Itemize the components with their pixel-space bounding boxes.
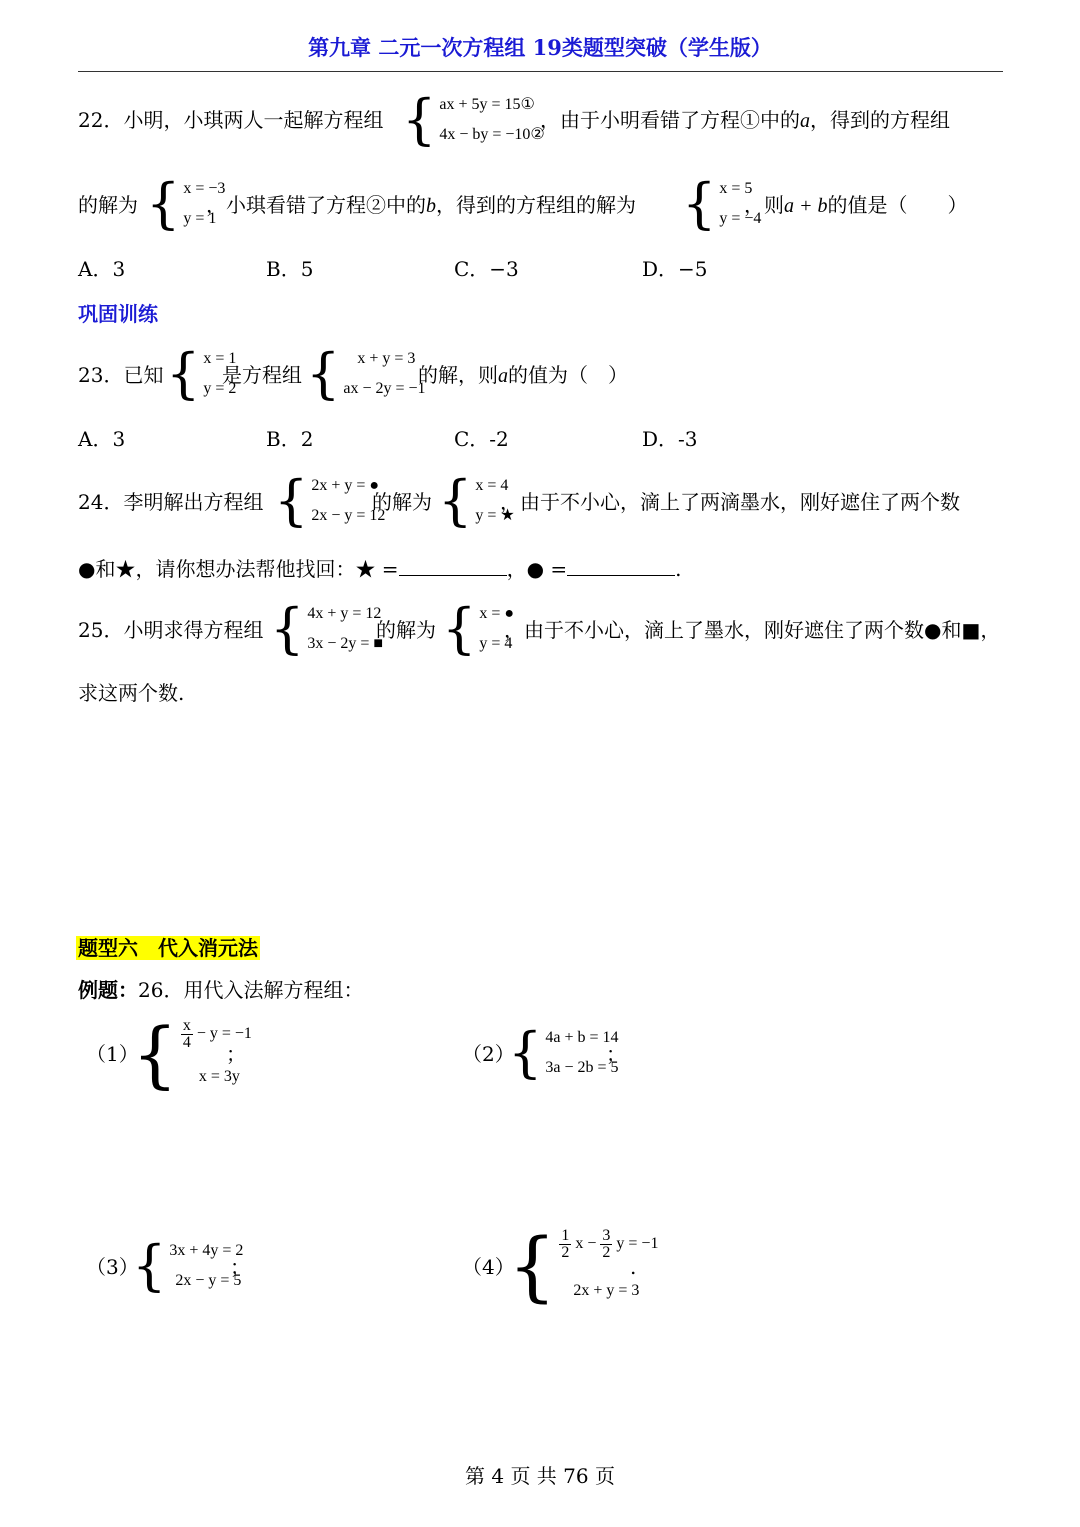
p1-eq1-rest: − y = −1 xyxy=(196,1025,252,1042)
p4-frac2-den: 2 xyxy=(602,1243,611,1261)
answer-blank-star[interactable] xyxy=(399,553,507,576)
q26-label: 例题： xyxy=(78,978,138,1002)
p4-end: . xyxy=(630,1255,637,1279)
p3-eq1: 3x + 4y = 2 xyxy=(169,1242,244,1259)
q25-eq2: 3x − 2y = ■ xyxy=(307,635,384,652)
header-divider xyxy=(78,71,1003,72)
q25-tail: ，由于不小心，滴上了墨水，刚好遮住了两个数●和■， xyxy=(504,618,1001,642)
brace-icon: { xyxy=(402,88,437,151)
q22-expr: a + b xyxy=(784,195,828,217)
q22-option-d: D．−5 xyxy=(642,257,708,281)
answer-blank-dot[interactable] xyxy=(567,553,675,576)
brace-icon: { xyxy=(166,342,201,405)
q23-var-a: a xyxy=(498,365,508,387)
q22-system xyxy=(402,88,545,151)
q22-option-c: C．−3 xyxy=(454,257,519,281)
section6-title: 题型六 代入消元法 xyxy=(78,936,258,960)
q22-line1-tail: ，得到的方程组 xyxy=(810,108,950,132)
brace-icon: { xyxy=(438,469,473,532)
q23-mid: 是方程组 xyxy=(222,363,302,387)
q24-tail: ，由于不小心，滴上了两滴墨水，刚好遮住了两个数 xyxy=(500,490,960,514)
brace-icon: { xyxy=(508,1221,557,1310)
q22-prefix: 22．小明，小琪两人一起解方程组 xyxy=(78,108,384,132)
q23-sol-x: x = 1 xyxy=(203,350,237,367)
q26-p4-label: （4） xyxy=(462,1255,515,1279)
q24-sol-x: x = 4 xyxy=(475,477,509,494)
brace-icon: { xyxy=(274,469,309,532)
brace-icon: { xyxy=(146,172,181,235)
q26-p3-label: （3） xyxy=(86,1255,139,1279)
q22-line2-mid2: ，得到的方程组的解为 xyxy=(436,193,636,217)
q26-p3-system xyxy=(132,1234,244,1297)
q25-system xyxy=(270,597,384,660)
p1-frac-num: x xyxy=(182,1016,191,1034)
brace-icon: { xyxy=(132,1012,178,1096)
q22-var-a: a xyxy=(800,110,810,132)
q22-sol2-y: y = −4 xyxy=(719,210,762,227)
page-footer: 第 4 页 共 76 页 xyxy=(465,1464,615,1488)
p3-eq2: 2x − y = 5 xyxy=(175,1272,242,1289)
p4-rest: y = −1 xyxy=(616,1235,659,1252)
p2-eq1: 4a + b = 14 xyxy=(545,1029,619,1046)
q25-line2: 求这两个数. xyxy=(78,681,185,705)
q25-prefix: 25．小明求得方程组 xyxy=(78,618,264,642)
q23-option-a: A．3 xyxy=(78,427,126,451)
p4-frac1-num: 1 xyxy=(561,1226,570,1244)
q23-tail1: 的解，则 xyxy=(418,363,498,387)
q26-p2-label: （2） xyxy=(462,1042,515,1066)
q24-line2-c: ● = xyxy=(526,557,568,581)
q23-system xyxy=(306,342,426,405)
q24-line2-a: ●和★，请你想办法帮他找回：★ = xyxy=(78,557,399,581)
brace-icon: { xyxy=(270,597,305,660)
p4-mid: x − xyxy=(575,1235,597,1252)
q22-eq1: ax + 5y = 15① xyxy=(439,96,535,113)
page-header-title: 第九章 二元一次方程组 19类题型突破（学生版） xyxy=(308,35,772,60)
p4-eq2: 2x + y = 3 xyxy=(573,1282,640,1299)
p4-frac2-num: 3 xyxy=(602,1226,611,1244)
q22-line1-suffix: ，由于小明看错了方程①中的 xyxy=(540,108,800,132)
q24-sol-y: y = ★ xyxy=(475,507,515,524)
brace-icon: { xyxy=(306,342,341,405)
q23-option-d: D．-3 xyxy=(642,427,698,451)
q25-eq1: 4x + y = 12 xyxy=(307,605,382,622)
brace-icon: { xyxy=(442,597,477,660)
q22-var-b: b xyxy=(426,195,436,217)
q23-option-c: C．-2 xyxy=(454,427,509,451)
q26-text: 26．用代入法解方程组： xyxy=(138,978,364,1002)
q22-tail2: 的值是（ ） xyxy=(827,193,968,217)
q22-sol1-x: x = −3 xyxy=(183,180,226,197)
q23-eq1: x + y = 3 xyxy=(357,350,416,367)
q22-sol2-x: x = 5 xyxy=(719,180,753,197)
brace-icon: { xyxy=(132,1234,167,1297)
p1-frac-den: 4 xyxy=(182,1033,191,1051)
p2-end: ； xyxy=(606,1042,626,1066)
q25-mid: 的解为 xyxy=(376,618,436,642)
p1-end: ； xyxy=(226,1042,246,1066)
q24-eq1: 2x + y = ● xyxy=(311,477,380,494)
q22-eq2: 4x − by = −10② xyxy=(439,126,545,143)
section-consolidate-title: 巩固训练 xyxy=(78,302,158,326)
q25-sol-x: x = ● xyxy=(479,605,515,622)
p3-end: ； xyxy=(230,1255,250,1279)
p1-eq2: x = 3y xyxy=(198,1068,240,1085)
q25-sol-y: y = 4 xyxy=(479,635,513,652)
q22-line2-mid: ，小琪看错了方程②中的 xyxy=(206,193,426,217)
q23-prefix: 23．已知 xyxy=(78,363,164,387)
q23-tail2: 的值为（ ） xyxy=(508,363,628,387)
q24-line2-end: . xyxy=(675,557,682,581)
q22-option-a: A．3 xyxy=(78,257,126,281)
brace-icon: { xyxy=(682,172,717,235)
q26-p2-system xyxy=(508,1021,619,1084)
q24-line2-b: ， xyxy=(506,557,527,581)
q22-option-b: B．5 xyxy=(266,257,314,281)
q23-option-b: B．2 xyxy=(266,427,314,451)
q22-sol1-y: y = 1 xyxy=(183,210,217,227)
brace-icon: { xyxy=(508,1021,543,1084)
q24-system xyxy=(274,469,386,532)
p2-eq2: 3a − 2b = 5 xyxy=(545,1059,619,1076)
q23-sol-y: y = 2 xyxy=(203,380,237,397)
q24-mid: 的解为 xyxy=(372,490,432,514)
q24-prefix: 24．李明解出方程组 xyxy=(78,490,264,514)
q26-p1-label: （1） xyxy=(86,1042,139,1066)
q23-eq2: ax − 2y = −1 xyxy=(343,380,426,397)
q24-eq2: 2x − y = 12 xyxy=(311,507,386,524)
q22-tail1: ，则 xyxy=(744,193,784,217)
p4-frac1-den: 2 xyxy=(561,1243,570,1261)
q22-line2-prefix: 的解为 xyxy=(78,193,138,217)
